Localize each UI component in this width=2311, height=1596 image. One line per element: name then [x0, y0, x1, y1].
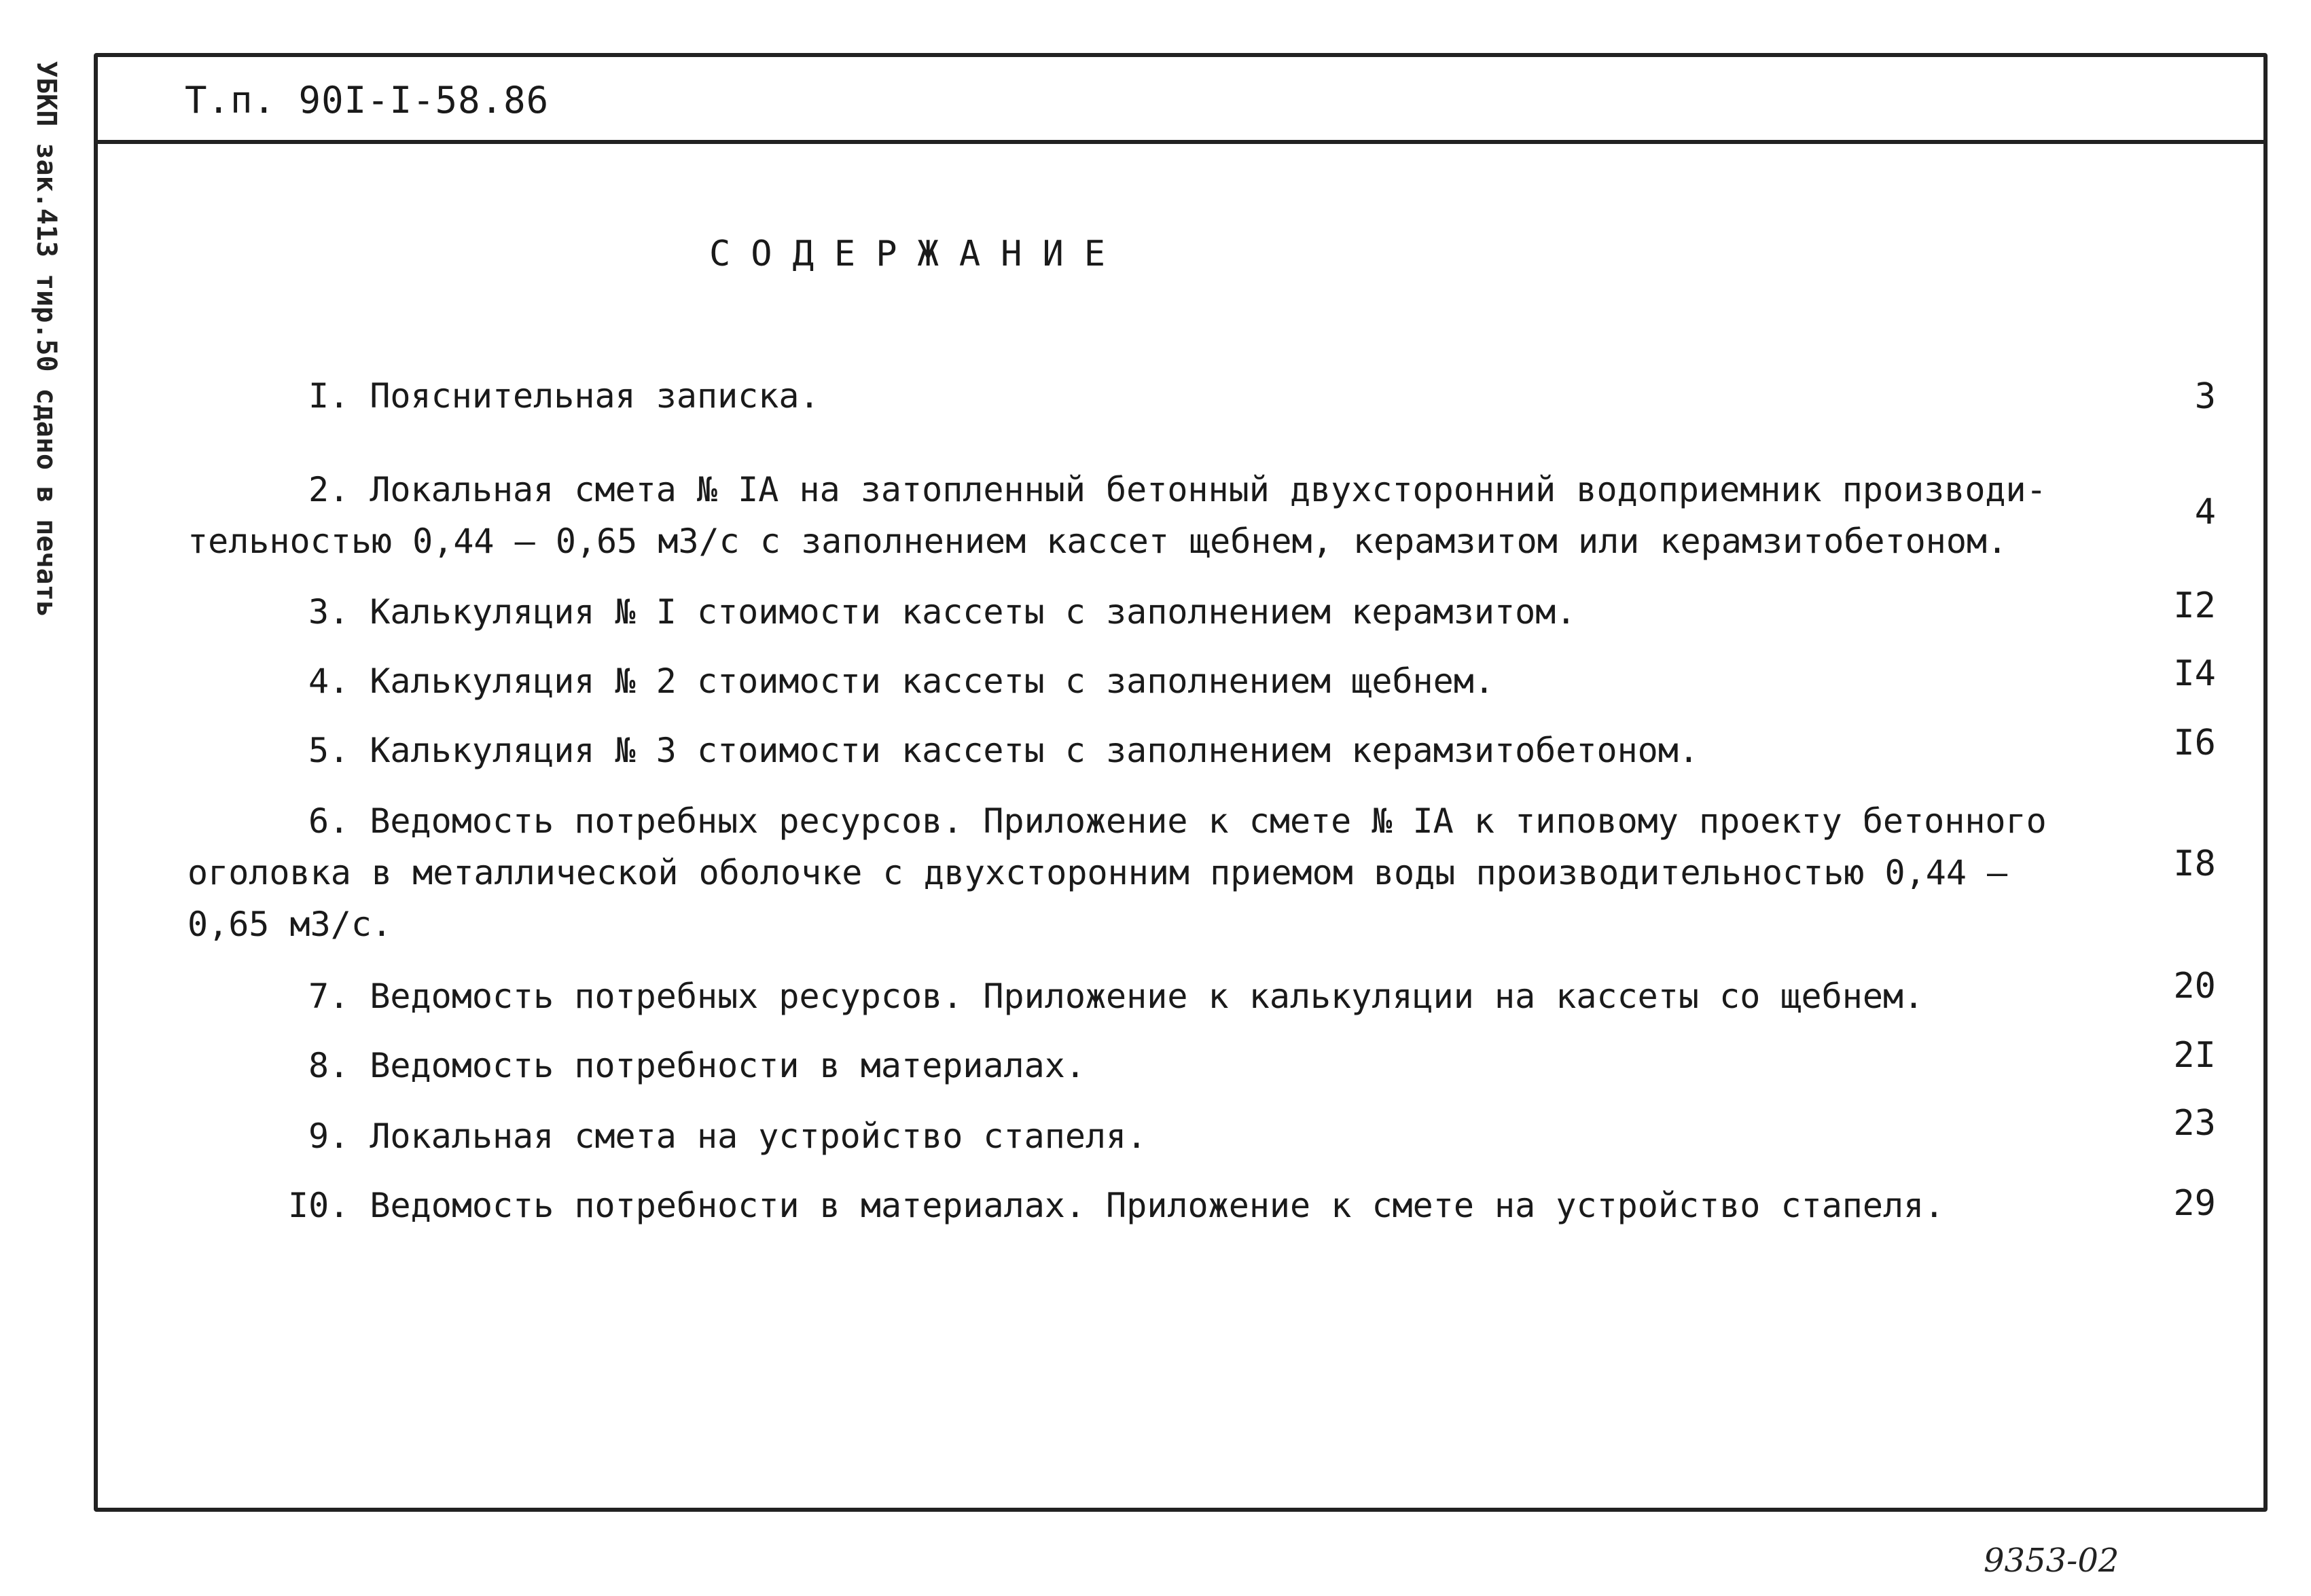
toc-page-8: 2I [2173, 1035, 2216, 1076]
toc-entry-number: 7. [308, 977, 350, 1016]
toc-entry-6-line-2: оголовка в металлической оболочке с двухсторонним приемом воды производительностью 0,44 – [187, 853, 2008, 892]
toc-entry-text: Пояснительная записка. [370, 376, 820, 416]
toc-entry-2 [308, 463, 2047, 516]
toc-entry-2-line-2: тельностью 0,44 – 0,65 м3/с с заполнением кассет щебнем, керамзитом или керамзитобетоном. [187, 522, 2008, 561]
toc-page-2: 4 [2194, 492, 2216, 532]
toc-entry-text: Локальная смета на устройство стапеля. [370, 1117, 1147, 1156]
toc-entry-6 [308, 795, 2047, 848]
doc-code: Т.п. 90I-I-58.86 [185, 79, 550, 122]
toc-page-6: I8 [2173, 844, 2216, 884]
toc-page-1: 3 [2194, 376, 2216, 417]
toc-entry-text: Локальная смета № IA на затопленный бетонный двухсторонний водоприемник производи- [370, 470, 2047, 509]
toc-entry-10 [288, 1179, 1944, 1232]
toc-page-9: 23 [2173, 1103, 2216, 1144]
toc-entry-text: Ведомость потребности в материалах. Приложение к смете на устройство стапеля. [370, 1186, 1945, 1225]
toc-entry-number: 8. [308, 1046, 350, 1085]
toc-entry-number: 2. [308, 470, 350, 509]
toc-entry-4 [308, 655, 1494, 708]
toc-entry-number: I. [308, 376, 350, 416]
toc-entry-8 [308, 1039, 1086, 1092]
toc-entry-number: I0. [288, 1186, 350, 1225]
sidebar-stamp-text: УБКП зак.413 тир.50 сдано в печать [31, 61, 62, 617]
toc-page-3: I2 [2173, 585, 2216, 626]
toc-entry-text: Калькуляция № 3 стоимости кассеты с заполнением керамзитобетоном. [370, 731, 1699, 770]
sidebar-stamp [26, 61, 67, 617]
toc-entry-text: Ведомость потребности в материалах. [370, 1046, 1086, 1085]
toc-entry-number: 5. [308, 731, 350, 770]
toc-entry-3 [308, 585, 1576, 638]
header-bar [98, 57, 2263, 144]
toc-page-5: I6 [2173, 723, 2216, 763]
toc-entry-text: Калькуляция № 2 стоимости кассеты с заполнением щебнем. [370, 661, 1494, 701]
toc-entry-number: 3. [308, 592, 350, 632]
footer-sheet-code: 9353-02 [1984, 1542, 2119, 1580]
toc-entry-9 [308, 1110, 1147, 1163]
toc-entry-number: 6. [308, 801, 350, 841]
sheet-frame [94, 53, 2268, 1512]
toc-entry-6-line-3: 0,65 м3/с. [187, 905, 393, 944]
toc-entry-5 [308, 724, 1699, 777]
toc-entry-number: 9. [308, 1117, 350, 1156]
toc-entry-1 [308, 369, 820, 422]
toc-entry-text: Калькуляция № I стоимости кассеты с заполнением керамзитом. [370, 592, 1577, 632]
toc-page-4: I4 [2173, 653, 2216, 694]
toc-entry-text: Ведомость потребных ресурсов. Приложение к смете № IA к типовому проекту бетонного [370, 801, 2047, 841]
toc-entry-7 [308, 970, 1924, 1023]
toc-entry-text: Ведомость потребных ресурсов. Приложение к калькуляции на кассеты со щебнем. [370, 977, 1924, 1016]
toc-entry-number: 4. [308, 661, 350, 701]
toc-title: СОДЕРЖАНИЕ [709, 234, 1126, 274]
toc-page-7: 20 [2173, 966, 2216, 1006]
toc-page-10: 29 [2173, 1183, 2216, 1224]
